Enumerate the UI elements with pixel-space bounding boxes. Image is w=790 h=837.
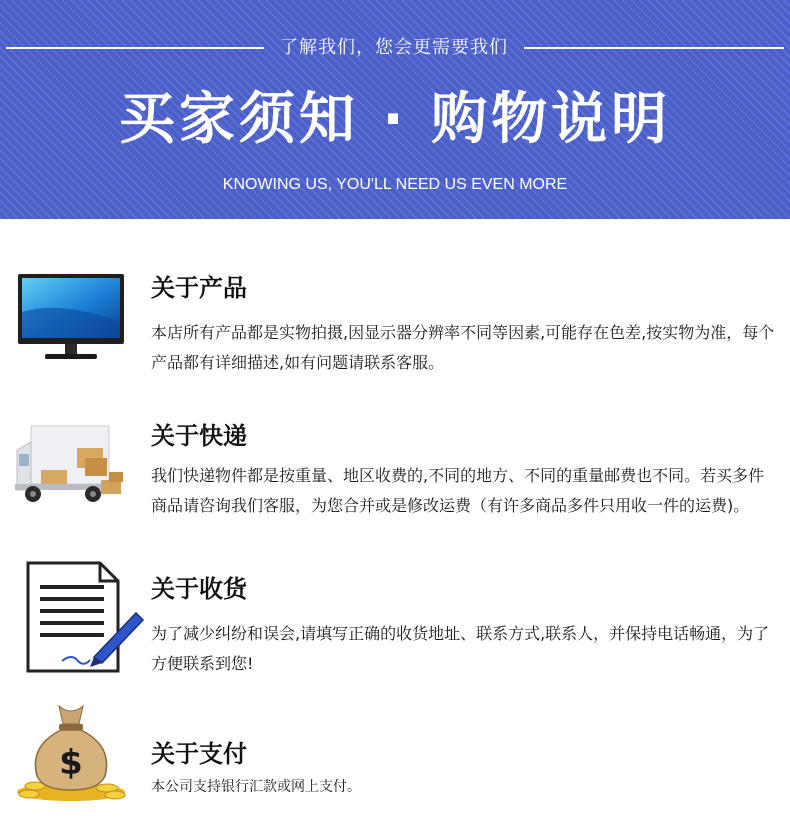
delivery-truck-icon xyxy=(15,420,127,514)
divider-line-right xyxy=(524,47,784,49)
section-delivery xyxy=(0,415,790,555)
section-text: 本店所有产品都是实物拍摄,因显示器分辨率不同等因素,可能存在色差,按实物为准，每个产品都有详细描述,如有问题请联系客服。 xyxy=(151,323,775,372)
section-title: 关于支付 xyxy=(151,740,247,768)
section-text: 我们快递物件都是按重量、地区收费的,不同的地方、不同的重量邮费也不同。若买多件商品请咨询我们客服，为您合并或是修改运费（有许多商品多件只用收一件的运费)。 xyxy=(151,466,765,515)
section-product xyxy=(0,262,790,392)
money-bag-icon xyxy=(15,702,129,806)
svg-text:$: $ xyxy=(59,743,83,783)
monitor-icon xyxy=(15,272,127,368)
banner-title: 买家须知 · 购物说明 xyxy=(118,87,672,152)
document-pen-icon xyxy=(22,561,146,677)
section-title: 关于快递 xyxy=(151,422,247,450)
section-payment xyxy=(0,700,790,830)
section-receiving xyxy=(0,557,790,677)
header-banner xyxy=(0,0,790,219)
banner-subtitle-row xyxy=(0,36,790,60)
divider-line-left xyxy=(6,47,264,49)
section-title: 关于产品 xyxy=(151,274,247,302)
section-title: 关于收货 xyxy=(151,575,247,603)
banner-english-tagline: KNOWING US, YOU'LL NEED US EVEN MORE xyxy=(222,176,568,193)
section-text: 为了减少纠纷和误会,请填写正确的收货地址、联系方式,联系人，并保持电话畅通，为了方便联系到您! xyxy=(151,624,770,673)
section-text: 本公司支持银行汇款或网上支付。 xyxy=(151,779,361,795)
banner-subtitle: 了解我们，您会更需要我们 xyxy=(280,37,508,58)
